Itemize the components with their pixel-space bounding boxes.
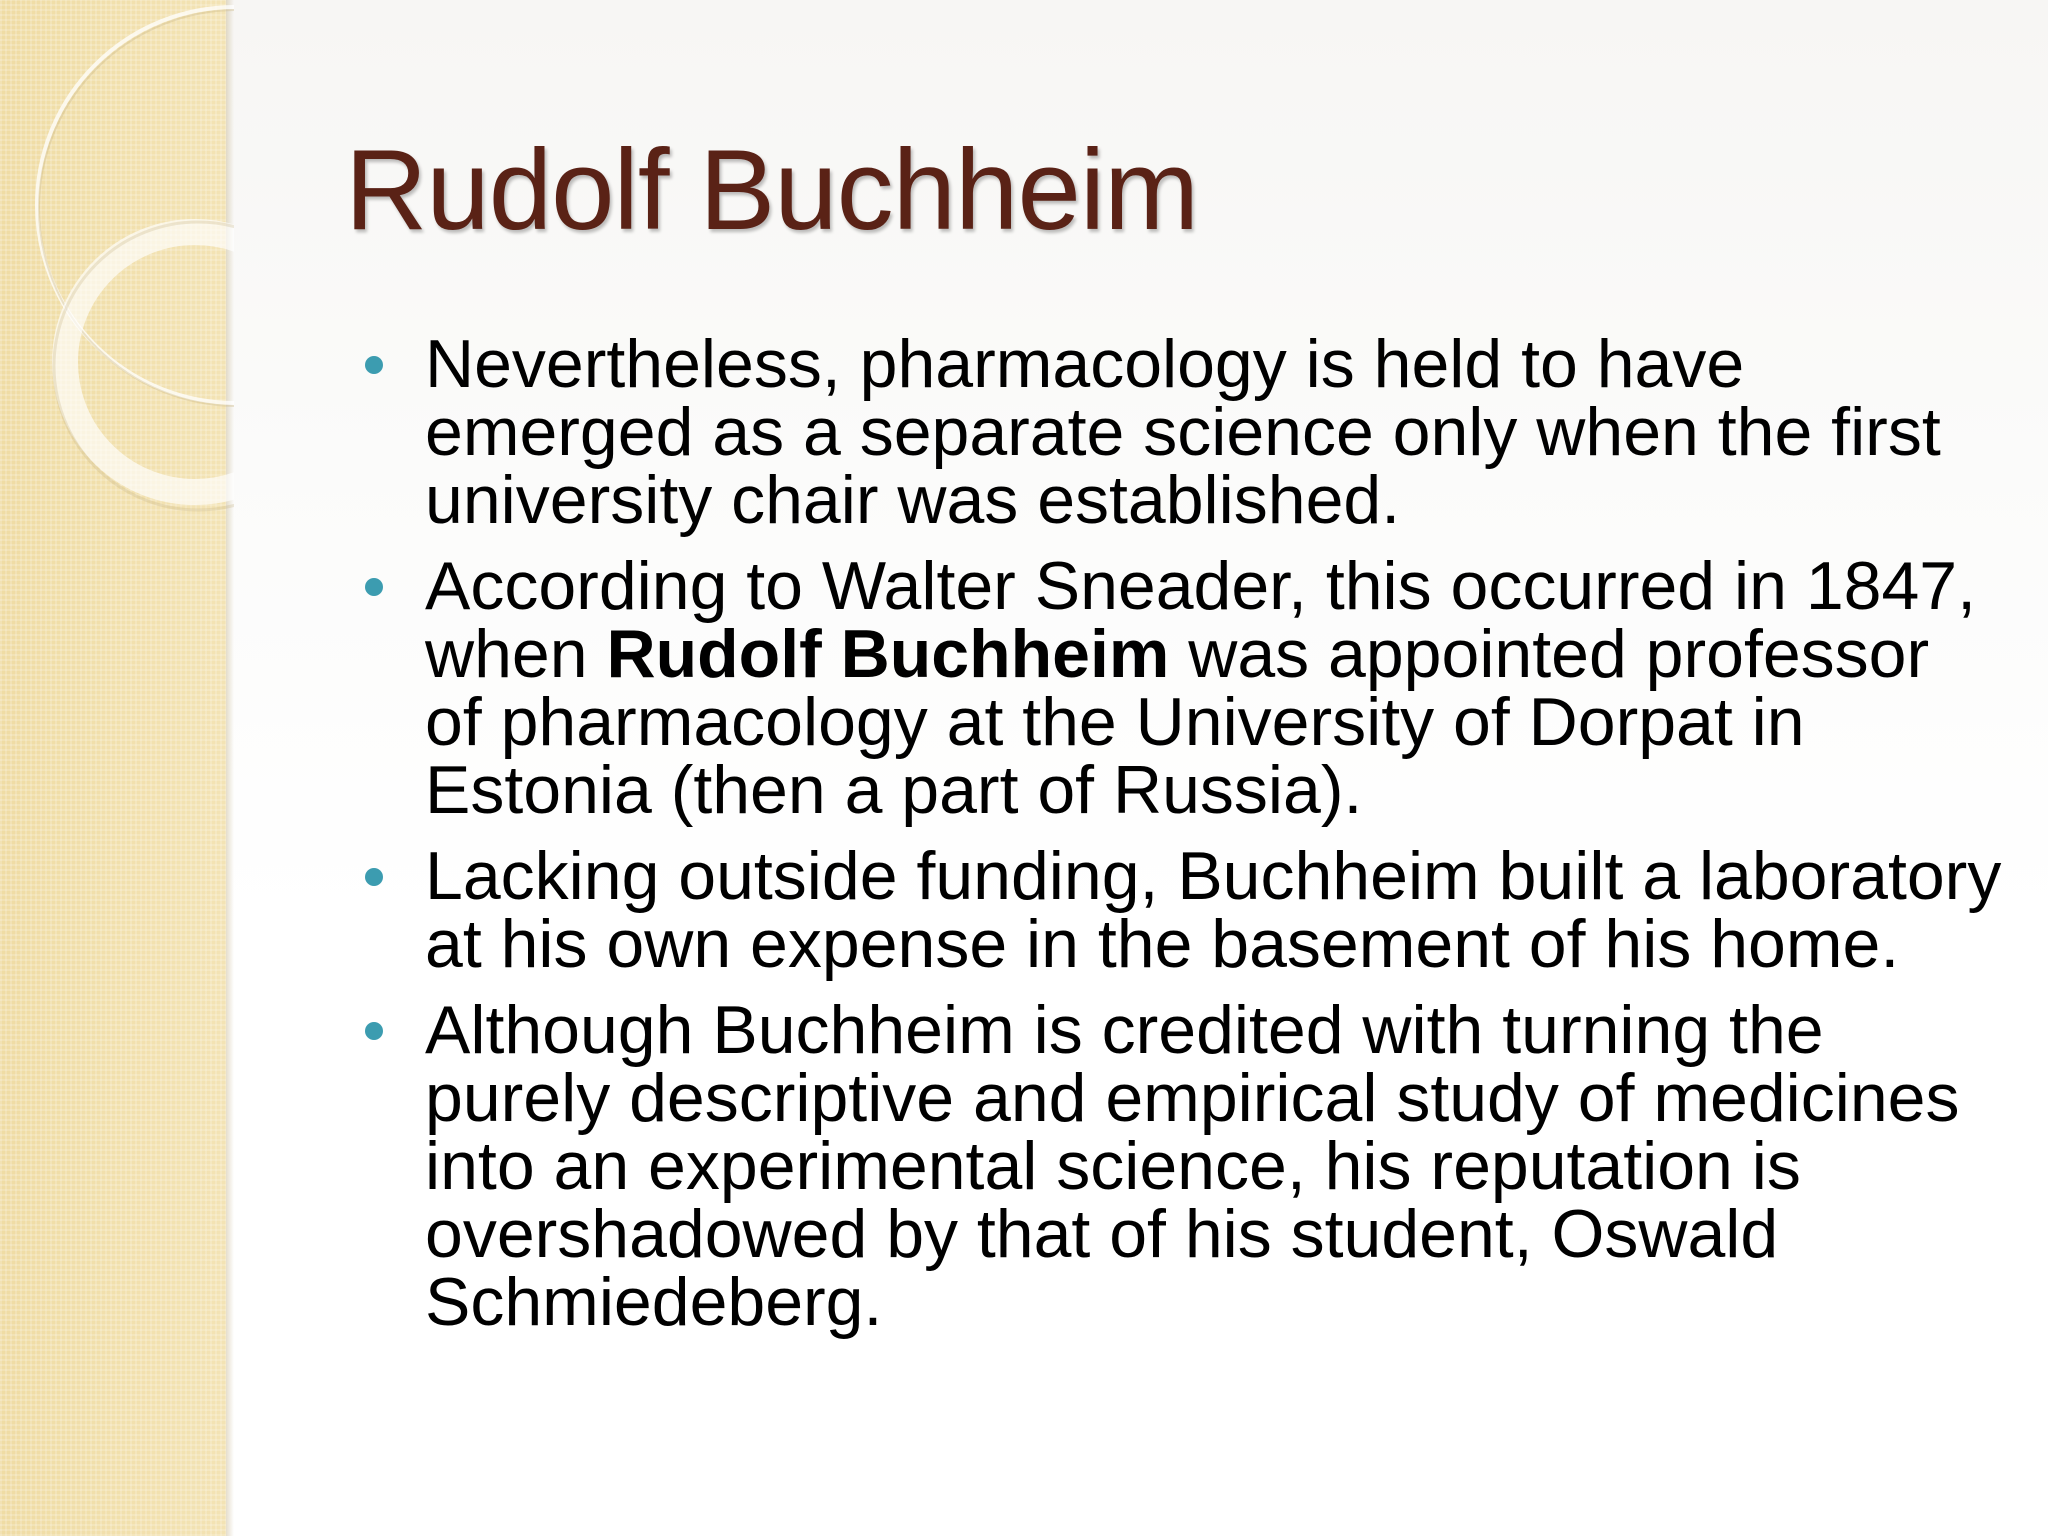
bullet-text: Although Buchheim is credited with turning the purely descriptive and empirical study of medicines into an experimental science, his reputation is overshadowed by that of his student, Oswald Schmiedeberg. <box>425 992 1960 1340</box>
bullet-dot-icon <box>365 578 383 596</box>
bullet-dot-icon <box>365 868 383 886</box>
bullet-item <box>362 992 2002 1340</box>
small-ring-shadow <box>54 222 234 510</box>
bullet-text-after: was appointed professor of pharmacology at the University of Dorpat in Estonia (then a part of Russia). <box>425 616 1930 828</box>
decorative-rings <box>0 0 234 520</box>
bullet-list <box>362 326 2002 1354</box>
bullet-text: Lacking outside funding, Buchheim built a laboratory at his own expense in the basement of his home. <box>425 838 2002 982</box>
slide-title: Rudolf Buchheim <box>345 127 1199 254</box>
bullet-item <box>362 838 2002 982</box>
bullet-text-before: According to Walter Sneader, this occurred in 1847, when <box>425 548 1976 692</box>
bullet-item <box>362 326 2002 538</box>
bullet-dot-icon <box>365 356 383 374</box>
bullet-text: Nevertheless, pharmacology is held to have emerged as a separate science only when the first university chair was established. <box>425 326 1941 538</box>
bullet-text-bold-name: Rudolf Buchheim <box>606 616 1170 692</box>
bullet-dot-icon <box>365 1022 383 1040</box>
bullet-item <box>362 548 2002 828</box>
